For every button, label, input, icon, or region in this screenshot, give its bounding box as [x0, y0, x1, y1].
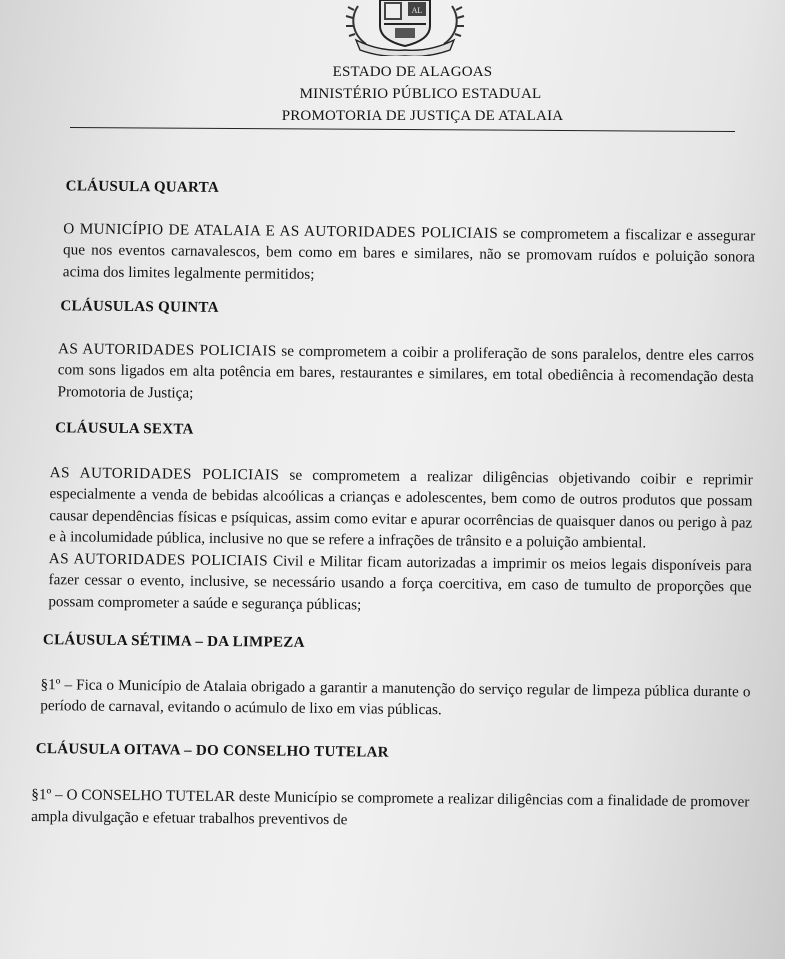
coat-of-arms-logo — [340, 0, 470, 56]
clause-8-title: CLÁUSULA OITAVA – DO CONSELHO TUTELAR — [35, 740, 389, 761]
crest-letters: AL — [411, 6, 423, 15]
clause-4-subject: O MUNICÍPIO DE ATALAIA E AS AUTORIDADES POLICIAIS — [63, 219, 499, 242]
clause-4-text — [63, 218, 756, 290]
clause-6-subject-2: AS AUTORIDADES POLICIAIS — [48, 549, 269, 569]
clause-7-title: CLÁUSULA SÉTIMA – DA LIMPEZA — [42, 632, 305, 651]
clause-8-body: deste Município se compromete a realizar diligências com a finalidade de promover ampla divulgação e efetuar trabalhos preventivos de — [31, 788, 750, 828]
header-divider — [70, 127, 735, 132]
clause-7-text — [40, 674, 750, 724]
clause-4-title: CLÁUSULA QUARTA — [65, 178, 220, 196]
clause-4-body: se comprometem a fiscalizar e assegurar que nos eventos carnavalescos, bem como em bares e similares, não se promovam ruídos e poluição sonora acima dos limites legalmente permitidos; — [62, 224, 756, 283]
header-ministry: MINISTÉRIO PÚBLICO ESTADUAL — [299, 86, 542, 102]
clause-6-body-2: Civil e Militar ficam autorizadas a imprimir os meios legais disponíveis para fazer cessar o evento, inclusive, se necessário usando a força coercitiva, em caso de tumulto de proporções que possam comprometer a saúde e segurança públicas; — [48, 551, 752, 613]
clause-6-text-2 — [48, 548, 752, 620]
clause-5-body: se comprometem a coibir a proliferação de sons paralelos, dentre eles carros com sons ligados em alta potência em bares, restaurantes e similares, em total obediência à recomendação desta Promotoria de Justiça; — [57, 342, 755, 402]
clause-5-text — [57, 338, 754, 410]
document-body — [29, 160, 756, 835]
clause-8-text — [31, 784, 749, 835]
clause-8-subject: O CONSELHO TUTELAR — [62, 786, 236, 806]
clause-7-paragraph-mark: §1º – — [40, 675, 73, 693]
clause-6-title: CLÁUSULA SEXTA — [55, 420, 194, 438]
clause-6-subject: AS AUTORIDADES POLICIAIS — [49, 463, 280, 484]
header-state: ESTADO DE ALAGOAS — [332, 64, 493, 80]
header-office: PROMOTORIA DE JUSTIÇA DE ATALAIA — [281, 108, 564, 124]
clause-6-body: se comprometem a realizar diligências objetivando coibir e reprimir especialmente a venda de bebidas alcoólicas a crianças e adolescentes, bem como de outros produtos que possam causar dependências físicas e psíquicas, assim como evitar e apurar ocorrências de quaisquer danos ou perigo à paz e à incolumidade pública, inclusive no que se refere a infrações de trânsito e a poluição ambiental. — [48, 466, 753, 552]
clause-6-text — [49, 462, 753, 555]
clause-7-body: Fica o Município de Atalaia obrigado a garantir a manutenção do serviço regular de limpeza pública durante o período de carnaval, evitando o acúmulo de lixo em vias públicas. — [40, 675, 751, 719]
clause-5-title: CLÁUSULAS QUINTA — [60, 298, 219, 316]
clause-5-subject: AS AUTORIDADES POLICIAIS — [57, 339, 277, 360]
clause-8-paragraph-mark: §1º – — [31, 785, 63, 804]
